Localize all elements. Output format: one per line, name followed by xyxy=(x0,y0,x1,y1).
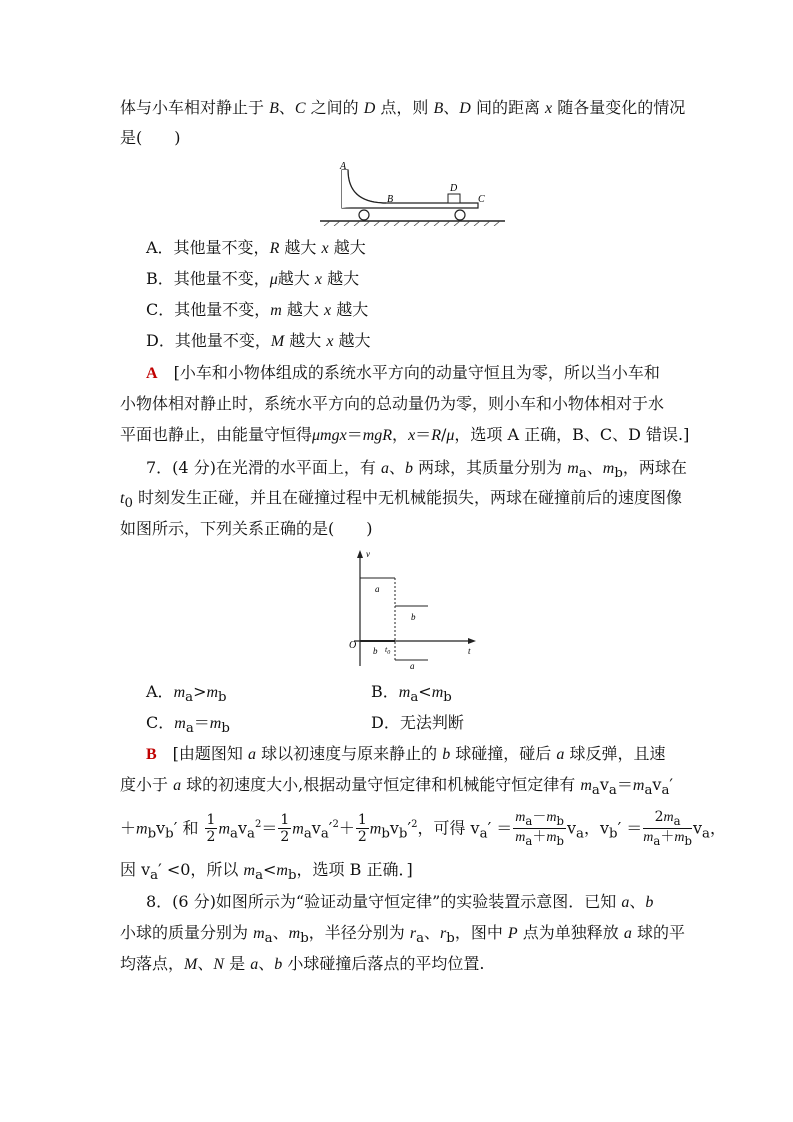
q6-stem-line-2: 是( ) xyxy=(120,128,181,147)
line-a-before: a xyxy=(375,584,380,594)
q6-explanation-line-2: 小物体相对静止时，系统水平方向的总动量仍为零，则小车和小物体相对于水 xyxy=(120,394,665,413)
q8-stem-line-3: 均落点，M、N 是 a、b 小球碰撞后落点的平均位置. xyxy=(120,954,485,973)
q6-option-c[interactable]: C．其他量不变，m 越大 x 越大 xyxy=(146,300,369,319)
q7-explanation-line-2: 度小于 a 球的初速度大小,根据动量守恒定律和机械能守恒定律有 $m_av_a=m_av_a'$ xyxy=(120,775,674,799)
q7-option-b[interactable]: B．$m_a<m_b$ xyxy=(371,682,452,706)
q8-stem-line-1: 8．(6 分)如图所示为“验证动量守恒定律”的实验装置示意图．已知 a、b xyxy=(146,892,654,911)
q7-stem-line-2: $t_0$ 时刻发生正碰，并且在碰撞过程中无机械能损失，两球在碰撞前后的速度图像 xyxy=(120,488,683,512)
line-a-after: a xyxy=(410,661,415,670)
label-a: A xyxy=(340,161,347,172)
q7-option-a[interactable]: A．$m_a>m_b$ xyxy=(146,682,227,706)
q6-answer: A xyxy=(146,365,158,382)
t0-label: $t_0$ xyxy=(385,645,391,656)
origin-label: O xyxy=(349,640,357,651)
q6-explanation-line-3: 平面也静止，由能量守恒得μmgx＝mgR，x＝R/μ，选项 A 正确，B、C、D 错误.] xyxy=(120,425,690,444)
velocity-time-graph xyxy=(340,548,480,670)
q6-explanation-line-1: A [小车和小物体组成的系统水平方向的动量守恒且为零，所以当小车和 xyxy=(146,363,660,382)
label-b: B xyxy=(387,194,394,205)
q6-option-d[interactable]: D．其他量不变，M 越大 x 越大 xyxy=(146,331,371,350)
q6-stem-line-1: 体与小车相对静止于 B、C 之间的 D 点，则 B、D 间的距离 x 随各量变化的情况 xyxy=(120,98,686,117)
q8-stem-line-2: 小球的质量分别为 $m_a$、$m_b$，半径分别为 $r_a$、$r_b$，图中 P 点为单独释放 a 球的平 xyxy=(120,923,685,947)
q7-answer: B xyxy=(146,746,157,763)
q7-explanation-line-1: B [由题图知 a 球以初速度与原来静止的 b 球碰撞，碰后 a 球反弹，且速 xyxy=(146,744,666,763)
q6-option-a[interactable]: A．其他量不变，R 越大 x 越大 xyxy=(146,238,366,257)
label-d: D xyxy=(450,183,458,194)
q7-option-c[interactable]: C．$m_a=m_b$ xyxy=(146,713,230,737)
q7-explanation-line-4: 因 $v_a' <0$，所以 $m_a<m_b$，选项 B 正确．] xyxy=(120,860,413,884)
label-c: C xyxy=(478,194,485,205)
line-b-after: b xyxy=(411,612,416,622)
q7-option-d[interactable]: D．无法判断 xyxy=(371,713,464,732)
q7-explanation-line-3: $+m_bv_b'$ 和 $\frac{1}{2}$ $m_av_a^2=$ $\frac{1}{2}$ $m_av_a'^2+$ $\frac{1}{2}$ $m_bv_b'^2$，可得 $v_a'$ ＝ $\frac{m_a-m_b}{m_a+m_b}$ $v_a$，$v_b'$ ＝ $\frac{2m_a}{m_a+m_b}$ $v_a$， xyxy=(120,808,726,849)
q7-stem-line-3: 如图所示，下列关系正确的是( ) xyxy=(120,519,373,538)
q7-stem-line-1: 7．(4 分)在光滑的水平面上，有 a、b 两球，其质量分别为 $m_a$、$m_b$，两球在 xyxy=(146,458,687,482)
q6-option-b[interactable]: B．其他量不变，μ越大 x 越大 xyxy=(146,269,360,288)
axis-v-label: v xyxy=(366,549,370,559)
line-b-before: b xyxy=(373,646,378,656)
axis-t-label: t xyxy=(468,646,471,656)
cart-figure xyxy=(320,158,505,226)
